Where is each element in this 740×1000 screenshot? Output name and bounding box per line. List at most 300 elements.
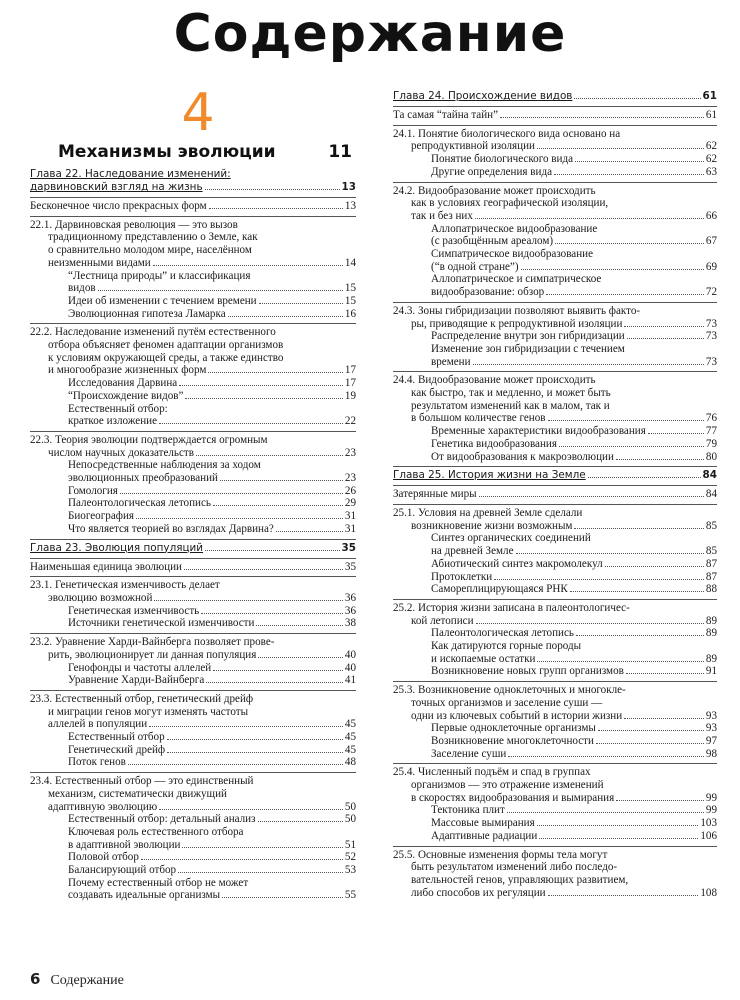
dot-leader: [258, 657, 343, 658]
toc-entry: [393, 697, 717, 710]
toc-entry: [393, 710, 717, 723]
toc-entry-text: возникновение жизни возможным: [411, 519, 573, 532]
toc-entry: [30, 390, 356, 403]
dot-leader: [559, 446, 704, 447]
toc-entry-text: Та самая “тайна тайн”: [393, 109, 499, 121]
dot-leader: [500, 117, 704, 118]
toc-entry: [393, 185, 717, 198]
dot-leader: [475, 218, 704, 219]
toc-entry-page: 91: [705, 665, 717, 678]
section-divider: [393, 466, 717, 467]
toc-entry-text: видов: [68, 282, 96, 295]
toc-entry-text: традиционному представлению о Земле, как: [48, 231, 258, 244]
dot-leader: [616, 800, 704, 801]
toc-entry: [393, 166, 717, 179]
toc-entry: [393, 615, 717, 628]
toc-list-right: [393, 90, 717, 899]
toc-entry-page: 48: [344, 756, 356, 769]
dot-leader: [537, 825, 699, 826]
toc-entry-page: 69: [705, 260, 717, 273]
toc-entry-text: в адаптивной эволюции: [68, 838, 181, 851]
toc-entry-page: 45: [344, 731, 356, 744]
toc-entry-text: “Происхождение видов”: [68, 389, 184, 402]
toc-entry-text: как быстро, так и медленно, и может быть: [411, 387, 611, 400]
toc-entry-text: Источники генетической изменчивости: [68, 617, 255, 630]
dot-leader: [258, 821, 343, 822]
dot-leader: [473, 364, 704, 365]
toc-entry-text: 25.4. Численный подъём и спад в группах: [393, 766, 591, 779]
toc-entry-text: Глава 23. Эволюция популяций: [30, 541, 204, 554]
section-divider: [393, 125, 717, 126]
toc-entry-text: 24.2. Видообразование может происходить: [393, 184, 596, 197]
section-divider: [393, 681, 717, 682]
toc-entry-page: 23: [344, 446, 356, 459]
toc-entry: [30, 801, 356, 814]
toc-entry-page: 16: [344, 307, 356, 320]
toc-entry: [30, 592, 356, 605]
toc-entry-text: Протоклетки: [431, 570, 493, 583]
toc-entry-page: 36: [344, 591, 356, 604]
toc-entry: [393, 261, 717, 274]
dot-leader: [259, 303, 343, 304]
dot-leader: [196, 455, 343, 456]
toc-entry-page: 23: [344, 472, 356, 485]
toc-entry: [393, 735, 717, 748]
dot-leader: [213, 670, 343, 671]
toc-entry: [30, 415, 356, 428]
toc-entry: [393, 640, 717, 653]
toc-entry-page: 52: [344, 851, 356, 864]
toc-entry-text: времени: [431, 355, 471, 368]
toc-entry-text: Понятие биологического вида: [431, 153, 574, 166]
dot-leader: [149, 726, 343, 727]
toc-entry-text: Синтез органических соединений: [431, 532, 591, 545]
toc-entry: [393, 861, 717, 874]
toc-entry-text: 24.4. Видообразование может происходить: [393, 374, 596, 387]
toc-entry: [30, 649, 356, 662]
toc-entry-page: 40: [344, 648, 356, 661]
dot-leader: [256, 625, 342, 626]
toc-entry: [30, 497, 356, 510]
toc-entry-page: 13: [344, 200, 356, 212]
toc-entry: [393, 235, 717, 248]
toc-entry-page: 13: [341, 181, 356, 193]
toc-entry-text: о сравнительно молодом мире, населённом: [48, 244, 252, 257]
dot-leader: [588, 477, 701, 478]
toc-entry: [393, 874, 717, 887]
toc-entry: [393, 766, 717, 779]
toc-entry-text: Массовые вымирания: [431, 817, 535, 830]
toc-chapter-entry: [30, 542, 356, 555]
toc-entry: [30, 257, 356, 270]
toc-entry: [393, 571, 717, 584]
toc-entry-text: одни из ключевых событий в истории жизни: [411, 709, 623, 722]
toc-entry-text: Естественный отбор:: [68, 402, 168, 415]
toc-entry: [393, 830, 717, 843]
toc-entry-page: 45: [344, 743, 356, 756]
toc-entry-page: 19: [344, 389, 356, 402]
toc-entry-page: 51: [344, 838, 356, 851]
toc-entry: [30, 459, 356, 472]
toc-entry-text: Уравнение Харди-Вайнберга: [68, 674, 205, 687]
toc-entry-text: Генетический дрейф: [68, 743, 166, 756]
toc-entry-page: 108: [700, 886, 717, 899]
toc-entry: [393, 197, 717, 210]
toc-chapter-entry: [393, 469, 717, 482]
toc-entry-page: 66: [705, 209, 717, 222]
toc-entry-text: От видообразования к макроэволюции: [431, 450, 614, 463]
dot-leader: [626, 673, 704, 674]
toc-entry-text: и миграции генов могут изменять частоты: [48, 705, 249, 718]
dot-leader: [98, 290, 343, 291]
dot-leader: [570, 591, 704, 592]
toc-entry-text: Абиотический синтез макромолекул: [431, 557, 603, 570]
toc-entry-page: 89: [705, 652, 717, 665]
toc-entry-text: рить, эволюционирует ли данная популяция: [48, 648, 257, 661]
toc-entry: [393, 412, 717, 425]
dot-leader: [576, 635, 704, 636]
toc-entry-text: Генетическая изменчивость: [68, 604, 200, 617]
toc-entry-page: 67: [705, 235, 717, 248]
toc-entry: [393, 627, 717, 640]
toc-entry: [30, 326, 356, 339]
toc-entry-text: (с разобщённым ареалом): [431, 235, 554, 248]
toc-entry-text: ры, приводящие к репродуктивной изоляции: [411, 317, 623, 330]
toc-entry-text: Половой отбор: [68, 851, 139, 864]
section-divider: [30, 690, 356, 691]
dot-leader: [508, 756, 704, 757]
dot-leader: [159, 809, 343, 810]
toc-entry-text: Палеонтологическая летопись: [68, 497, 211, 510]
toc-entry-page: 73: [705, 355, 717, 368]
toc-entry: [393, 520, 717, 533]
toc-entry-text: вательностей генов, управляющих развитием,: [411, 873, 629, 886]
dot-leader: [575, 161, 704, 162]
toc-list-left: [30, 168, 356, 902]
toc-entry: [393, 653, 717, 666]
toc-entry-text: “Лестница природы” и классификация: [68, 269, 251, 282]
dot-leader: [548, 895, 699, 896]
toc-entry: [30, 231, 356, 244]
toc-entry: [393, 356, 717, 369]
toc-entry-text: числом научных доказательств: [48, 446, 194, 459]
dot-leader: [624, 326, 704, 327]
toc-entry: [393, 210, 717, 223]
toc-entry-page: 53: [344, 864, 356, 877]
dot-leader: [624, 718, 704, 719]
toc-entry-page: 15: [344, 294, 356, 307]
toc-entry: [393, 140, 717, 153]
dot-leader: [555, 243, 704, 244]
dot-leader: [209, 208, 343, 209]
page-title: Содержание: [173, 4, 567, 64]
toc-entry-text: 24.3. Зоны гибридизации позволяют выявить факто-: [393, 304, 641, 317]
toc-entry: [393, 330, 717, 343]
toc-entry-text: Наименьшая единица эволюции: [30, 560, 182, 573]
toc-entry-page: 40: [344, 661, 356, 674]
toc-entry-text: либо способов их регуляции: [411, 886, 546, 899]
toc-entry-page: 50: [344, 813, 356, 826]
toc-entry: [393, 425, 717, 438]
toc-chapter-entry: [393, 90, 717, 103]
dot-leader: [213, 505, 343, 506]
dot-leader: [205, 189, 340, 190]
dot-leader: [476, 623, 704, 624]
toc-entry-text: Что является теорией во взглядах Дарвина?: [68, 522, 274, 535]
dot-leader: [554, 174, 704, 175]
toc-entry: [30, 472, 356, 485]
toc-entry-page: 99: [705, 804, 717, 817]
toc-entry-text: Генетика видообразования: [431, 437, 557, 450]
toc-entry: [30, 561, 356, 574]
toc-entry-text: механизм, систематически движущий: [48, 787, 227, 800]
dot-leader: [574, 528, 703, 529]
toc-entry-text: Генофонды и частоты аллелей: [68, 661, 212, 674]
toc-entry: [393, 792, 717, 805]
toc-entry-text: неизменными видами: [48, 256, 151, 269]
toc-entry-page: 17: [344, 377, 356, 390]
dot-leader: [537, 148, 704, 149]
toc-entry-text: Адаптивные радиации: [431, 829, 538, 842]
toc-entry: [30, 662, 356, 675]
toc-entry-page: 35: [344, 560, 356, 573]
toc-entry-page: 84: [705, 488, 717, 501]
toc-entry: [393, 887, 717, 900]
toc-entry: [393, 223, 717, 236]
dot-leader: [616, 459, 704, 460]
toc-entry: [30, 403, 356, 416]
toc-entry-text: Почему естественный отбор не может: [68, 876, 249, 889]
section-divider: [393, 182, 717, 183]
dot-leader: [220, 480, 343, 481]
toc-entry-text: дарвиновский взгляд на жизнь: [30, 181, 203, 193]
dot-leader: [539, 838, 698, 839]
toc-entry-page: 14: [344, 256, 356, 269]
toc-entry: [393, 722, 717, 735]
toc-entry-text: Палеонтологическая летопись: [431, 627, 574, 640]
section-divider: [30, 539, 356, 540]
toc-entry-text: Распределение внутри зон гибридизации: [431, 330, 625, 343]
toc-entry-text: 22.1. Дарвиновская революция — это вызов: [30, 218, 238, 231]
toc-entry: [393, 387, 717, 400]
toc-entry-text: 24.1. Понятие биологического вида основано на: [393, 127, 621, 140]
toc-entry: [30, 270, 356, 283]
toc-entry: [393, 374, 717, 387]
toc-entry-text: и ископаемые остатки: [431, 652, 536, 665]
toc-entry-text: Естественный отбор: детальный анализ: [68, 813, 256, 826]
dot-leader: [648, 433, 704, 434]
toc-entry-text: Тектоника плит: [431, 804, 505, 817]
dot-leader: [167, 739, 343, 740]
toc-entry-text: Идеи об изменении с течением времени: [68, 294, 257, 307]
toc-entry-text: 23.1. Генетическая изменчивость делает: [30, 579, 220, 592]
dot-leader: [159, 423, 343, 424]
toc-entry: [393, 451, 717, 464]
dot-leader: [507, 812, 704, 813]
toc-entry-text: 22.3. Теория эволюции подтверждается огромным: [30, 433, 268, 446]
toc-entry: [30, 864, 356, 877]
toc-entry: [393, 779, 717, 792]
toc-entry-page: 88: [705, 583, 717, 596]
toc-entry: [30, 308, 356, 321]
toc-entry-page: 36: [344, 604, 356, 617]
section-divider: [393, 763, 717, 764]
toc-chapter-entry: [30, 181, 356, 194]
toc-entry-text: Эволюционная гипотеза Ламарка: [68, 307, 226, 320]
toc-entry: [30, 447, 356, 460]
toc-entry: [30, 364, 356, 377]
toc-entry-page: 85: [705, 519, 717, 532]
toc-entry-text: Ключевая роль естественного отбора: [68, 825, 244, 838]
toc-entry: [393, 558, 717, 571]
toc-entry-page: 55: [344, 889, 356, 902]
toc-entry: [30, 775, 356, 788]
toc-entry-text: аллелей в популяции: [48, 718, 148, 731]
toc-entry-page: 72: [705, 286, 717, 299]
section-divider: [30, 216, 356, 217]
toc-entry-text: как в условиях географической изоляции,: [411, 197, 609, 210]
toc-entry-page: 87: [705, 570, 717, 583]
toc-entry-page: 45: [344, 718, 356, 731]
toc-entry-text: репродуктивной изоляции: [411, 140, 535, 153]
dot-leader: [546, 294, 704, 295]
dot-leader: [184, 569, 343, 570]
toc-entry-text: в скоростях видообразования и вымирания: [411, 791, 615, 804]
toc-entry-text: Самореплицирующаяся РНК: [431, 583, 568, 596]
toc-entry-page: 89: [705, 614, 717, 627]
toc-entry: [393, 109, 717, 122]
toc-entry: [30, 744, 356, 757]
toc-entry: [393, 318, 717, 331]
section-divider: [393, 371, 717, 372]
dot-leader: [537, 661, 703, 662]
dot-leader: [185, 398, 342, 399]
toc-entry-text: (“в одной стране”): [431, 260, 519, 273]
toc-entry-page: 80: [705, 450, 717, 463]
toc-entry: [30, 485, 356, 498]
toc-entry-text: видообразование: обзор: [431, 286, 545, 299]
toc-entry-page: 15: [344, 282, 356, 295]
toc-entry-page: 26: [344, 484, 356, 497]
dot-leader: [627, 338, 704, 339]
toc-entry-text: 23.2. Уравнение Харди-Вайнберга позволяет прове-: [30, 636, 275, 649]
toc-entry-page: 62: [705, 153, 717, 166]
toc-entry-page: 79: [705, 437, 717, 450]
part-page: 11: [328, 142, 352, 162]
toc-entry-text: Аллопатрическое видообразование: [431, 222, 598, 235]
toc-entry: [393, 507, 717, 520]
dot-leader: [222, 897, 343, 898]
toc-entry: [30, 244, 356, 257]
toc-entry: [393, 400, 717, 413]
toc-entry-page: 61: [705, 109, 717, 121]
dot-leader: [205, 550, 339, 551]
toc-entry: [393, 532, 717, 545]
footer-page-number: 6: [30, 970, 41, 988]
section-divider: [30, 197, 356, 198]
toc-entry: [30, 295, 356, 308]
toc-entry: [30, 813, 356, 826]
toc-entry-page: 31: [344, 522, 356, 535]
dot-leader: [276, 531, 343, 532]
section-divider: [393, 106, 717, 107]
toc-entry-text: на древней Земле: [431, 545, 514, 558]
toc-entry: [393, 748, 717, 761]
toc-entry: [30, 877, 356, 890]
toc-entry: [393, 438, 717, 451]
toc-entry-page: 103: [700, 817, 717, 830]
dot-leader: [516, 553, 704, 554]
toc-entry: [30, 352, 356, 365]
toc-entry-page: 73: [705, 317, 717, 330]
section-divider: [30, 633, 356, 634]
toc-entry: [393, 545, 717, 558]
dot-leader: [479, 496, 704, 497]
toc-entry: [393, 128, 717, 141]
toc-entry-text: Бесконечное число прекрасных форм: [30, 200, 207, 212]
toc-entry: [30, 674, 356, 687]
section-divider: [30, 431, 356, 432]
toc-right-column: [393, 90, 717, 899]
toc-entry-text: 25.2. История жизни записана в палеонтологичес-: [393, 601, 630, 614]
toc-entry-page: 22: [344, 415, 356, 428]
toc-entry-text: организмов — это отражение изменений: [411, 779, 604, 792]
section-divider: [393, 846, 717, 847]
toc-entry-text: создавать идеальные организмы: [68, 889, 221, 902]
toc-entry: [393, 488, 717, 501]
toc-entry: [30, 377, 356, 390]
toc-entry-text: Глава 24. Происхождение видов: [393, 90, 573, 102]
toc-entry: [393, 804, 717, 817]
dot-leader: [153, 265, 343, 266]
toc-entry: [393, 153, 717, 166]
toc-entry-page: 38: [344, 617, 356, 630]
dot-leader: [548, 420, 704, 421]
section-divider: [393, 504, 717, 505]
toc-entry-page: 87: [705, 557, 717, 570]
toc-entry: [30, 718, 356, 731]
toc-entry-text: Аллопатрическое и симпатрическое: [431, 273, 602, 286]
toc-left-column: [30, 83, 356, 902]
toc-entry: [393, 684, 717, 697]
section-divider: [393, 485, 717, 486]
dot-leader: [141, 859, 343, 860]
toc-entry: [30, 889, 356, 902]
toc-entry: [30, 579, 356, 592]
toc-entry: [30, 523, 356, 536]
toc-entry-page: 62: [705, 140, 717, 153]
toc-entry: [30, 434, 356, 447]
toc-entry-text: 23.3. Естественный отбор, генетический дрейф: [30, 692, 254, 705]
dot-leader: [208, 372, 343, 373]
toc-entry-text: Возникновение новых групп организмов: [431, 665, 624, 678]
toc-entry-text: эволюцию возможной: [48, 591, 153, 604]
dot-leader: [201, 613, 343, 614]
dot-leader: [167, 752, 343, 753]
toc-entry: [30, 219, 356, 232]
toc-entry: [30, 826, 356, 839]
toc-entry-text: отбора объясняет феномен адаптации организмов: [48, 339, 284, 352]
toc-entry: [393, 602, 717, 615]
dot-leader: [136, 518, 343, 519]
toc-entry-text: к условиям окружающей среды, а также единство: [48, 351, 284, 364]
toc-entry-text: Возникновение многоклеточности: [431, 734, 594, 747]
toc-entry-page: 61: [702, 90, 717, 102]
toc-entry-text: эволюционных преобразований: [68, 472, 218, 485]
dot-leader: [494, 579, 704, 580]
toc-entry-page: 98: [705, 747, 717, 760]
toc-entry-text: 25.3. Возникновение одноклеточных и многокле-: [393, 684, 626, 697]
